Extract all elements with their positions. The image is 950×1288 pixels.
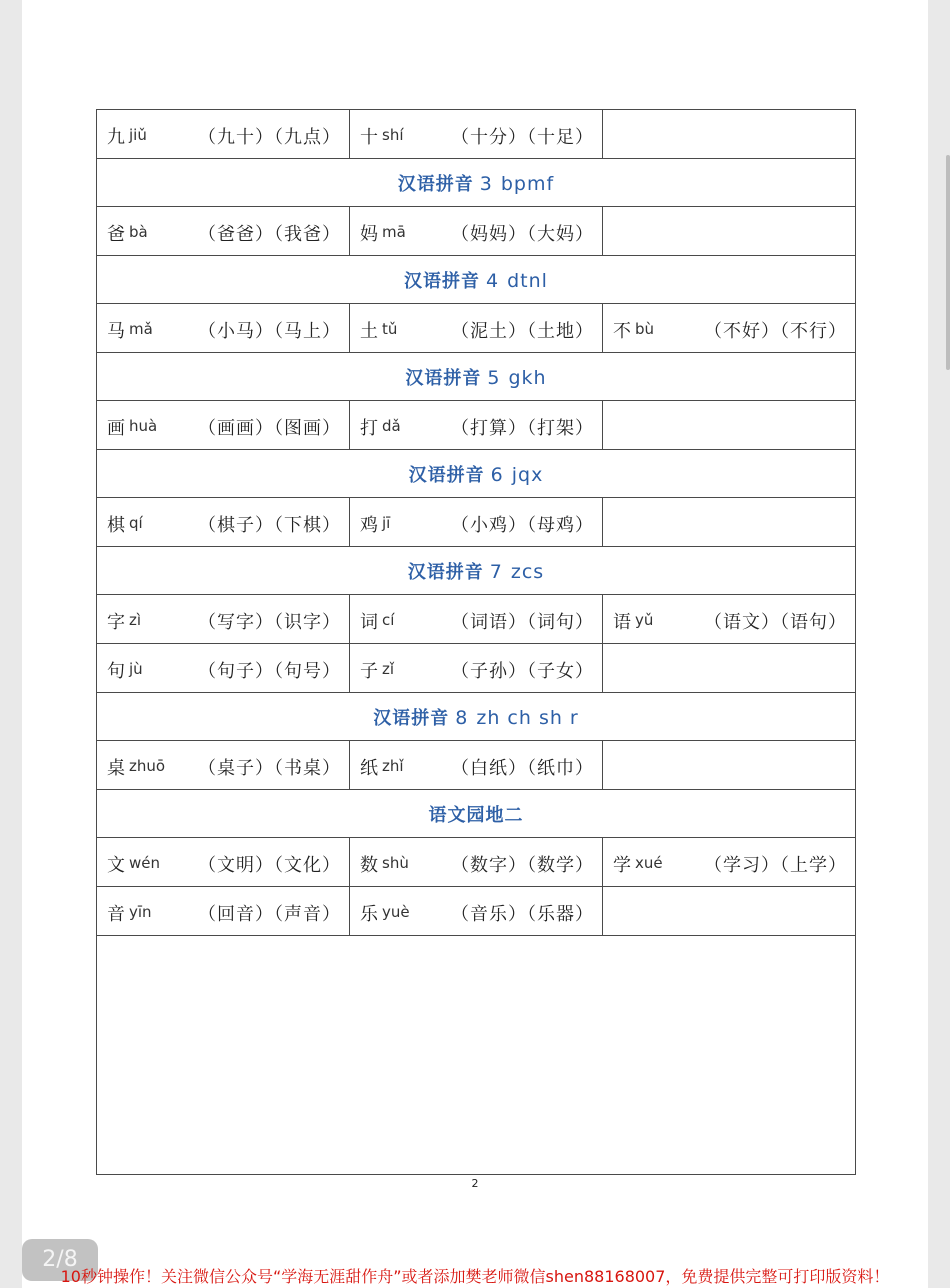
vocab-char: 画 — [107, 417, 125, 439]
vocab-pinyin: jī — [382, 513, 391, 532]
vocab-entry — [97, 499, 349, 546]
vocab-cell — [97, 887, 350, 936]
vocab-char: 打 — [360, 417, 378, 439]
section-title — [97, 450, 856, 498]
vocab-entry — [97, 839, 349, 886]
section-header-row — [97, 159, 856, 207]
section-header-row — [97, 790, 856, 838]
vocab-char: 十 — [360, 126, 378, 148]
vocab-cell — [97, 498, 350, 547]
vocab-cell — [603, 887, 856, 936]
vocab-pinyin: bà — [129, 222, 148, 241]
vocab-char: 语 — [613, 611, 631, 633]
vocab-pinyin: bù — [635, 319, 655, 338]
vocab-entry — [97, 305, 349, 352]
vocab-row — [97, 741, 856, 790]
section-number: 6 — [490, 463, 504, 486]
vocab-pinyin: shù — [382, 853, 409, 872]
vocab-pinyin: jù — [129, 659, 143, 678]
vocab-pinyin: mǎ — [129, 319, 153, 338]
vocab-pinyin: zhuō — [129, 756, 166, 775]
vocab-entry — [350, 596, 602, 643]
section-title — [97, 159, 856, 207]
vocab-row — [97, 304, 856, 353]
vocab-entry — [350, 645, 602, 692]
vocab-cell — [350, 401, 603, 450]
vocab-cell — [350, 110, 603, 159]
vocab-entry — [97, 111, 349, 158]
section-title — [97, 790, 856, 838]
vocab-words: （泥土）（土地） — [451, 320, 594, 342]
vocab-words: （句子）（句号） — [198, 660, 341, 682]
section-letters: jqx — [511, 463, 544, 486]
vocab-entry — [350, 402, 602, 449]
section-letters: zcs — [510, 560, 545, 583]
vocab-entry — [350, 499, 602, 546]
section-number: 3 — [479, 172, 493, 195]
vocab-row — [97, 401, 856, 450]
vocab-cell — [97, 838, 350, 887]
vocab-pinyin: tǔ — [382, 319, 398, 338]
vocab-cell — [603, 595, 856, 644]
vocab-pinyin: cí — [382, 610, 395, 629]
section-title-text: 汉语拼音 — [404, 270, 481, 292]
vocab-char: 数 — [360, 854, 378, 876]
vocab-char: 词 — [360, 611, 378, 633]
section-number: 8 — [455, 706, 469, 729]
vocab-char: 土 — [360, 320, 378, 342]
vocab-words: （回音）（声音） — [198, 903, 341, 925]
section-header-row — [97, 353, 856, 401]
section-letters: gkh — [508, 366, 547, 389]
vocab-cell — [603, 644, 856, 693]
vocab-char: 句 — [107, 660, 125, 682]
vocab-entry — [603, 305, 855, 352]
section-title — [97, 693, 856, 741]
vocab-entry — [350, 742, 602, 789]
vocab-words: （小马）（马上） — [198, 320, 341, 342]
section-title-text: 汉语拼音 — [408, 464, 485, 486]
vocab-pinyin: yǔ — [635, 610, 654, 629]
vocab-entry — [603, 596, 855, 643]
vocab-cell — [603, 304, 856, 353]
vocab-cell — [350, 498, 603, 547]
vocab-cell — [603, 110, 856, 159]
blank-area-row — [97, 936, 856, 1175]
vocab-words: （打算）（打架） — [451, 417, 594, 439]
vocab-cell — [97, 304, 350, 353]
section-header-row — [97, 693, 856, 741]
section-letters: zh ch sh r — [476, 706, 579, 729]
vocab-cell — [350, 304, 603, 353]
vocab-cell — [603, 741, 856, 790]
vocab-entry — [97, 645, 349, 692]
vocab-row — [97, 498, 856, 547]
vocab-cell — [97, 741, 350, 790]
vocab-cell — [350, 644, 603, 693]
section-title — [97, 353, 856, 401]
page-indicator: 2/8 — [22, 1239, 98, 1281]
vocab-entry — [97, 208, 349, 255]
vocab-words: （学习）（上学） — [704, 854, 847, 876]
vocab-char: 妈 — [360, 223, 378, 245]
vocab-words: （九十）（九点） — [198, 126, 341, 148]
section-number: 5 — [487, 366, 501, 389]
vocab-pinyin: zǐ — [382, 659, 395, 678]
section-title-text: 汉语拼音 — [373, 707, 450, 729]
vocab-cell — [97, 207, 350, 256]
vocab-entry — [350, 208, 602, 255]
scrollbar[interactable] — [946, 155, 950, 370]
vocab-pinyin: zì — [129, 610, 142, 629]
vocab-words: （写字）（识字） — [198, 611, 341, 633]
vocab-entry — [603, 839, 855, 886]
page-number: 2 — [471, 1177, 479, 1190]
vocab-words: （桌子）（书桌） — [198, 757, 341, 779]
vocab-entry — [350, 111, 602, 158]
vocab-pinyin: mā — [382, 222, 406, 241]
vocab-char: 文 — [107, 854, 125, 876]
vocab-cell — [350, 595, 603, 644]
vocab-row — [97, 887, 856, 936]
vocab-table — [96, 109, 856, 1175]
vocab-pinyin: huà — [129, 416, 158, 435]
vocab-words: （小鸡）（母鸡） — [451, 514, 594, 536]
vocab-char: 乐 — [360, 903, 378, 925]
vocab-row — [97, 838, 856, 887]
vocab-char: 棋 — [107, 514, 125, 536]
vocab-words: （画画）（图画） — [198, 417, 341, 439]
vocab-cell — [350, 887, 603, 936]
vocab-entry — [350, 305, 602, 352]
vocab-row — [97, 595, 856, 644]
vocab-cell — [603, 207, 856, 256]
vocab-words: （词语）（词句） — [451, 611, 594, 633]
vocab-char: 纸 — [360, 757, 378, 779]
section-number: 7 — [489, 560, 503, 583]
vocab-entry — [97, 596, 349, 643]
vocab-cell — [350, 838, 603, 887]
vocab-cell — [97, 595, 350, 644]
vocab-char: 音 — [107, 903, 125, 925]
vocab-cell — [603, 401, 856, 450]
vocab-words: （不好）（不行） — [704, 320, 847, 342]
vocab-char: 学 — [613, 854, 631, 876]
vocab-cell — [350, 741, 603, 790]
vocab-pinyin: shí — [382, 125, 404, 144]
vocab-pinyin: wén — [129, 853, 161, 872]
vocab-cell — [603, 498, 856, 547]
vocab-words: （语文）（语句） — [704, 611, 847, 633]
vocab-char: 字 — [107, 611, 125, 633]
vocab-words: （子孙）（子女） — [451, 660, 594, 682]
vocab-entry — [97, 888, 349, 935]
vocab-pinyin: jiǔ — [129, 125, 147, 144]
vocab-char: 不 — [613, 320, 631, 342]
section-title-text: 汉语拼音 — [397, 173, 474, 195]
vocab-words: （妈妈）（大妈） — [451, 223, 594, 245]
blank-area — [97, 936, 856, 1175]
section-number: 4 — [486, 269, 500, 292]
section-header-row — [97, 450, 856, 498]
vocab-words: （音乐）（乐器） — [451, 903, 594, 925]
vocab-words: （爸爸）（我爸） — [198, 223, 341, 245]
vocab-char: 鸡 — [360, 514, 378, 536]
vocab-pinyin: dǎ — [382, 416, 401, 435]
vocab-entry — [350, 839, 602, 886]
vocab-words: （十分）（十足） — [451, 126, 594, 148]
vocab-char: 九 — [107, 126, 125, 148]
vocab-cell — [350, 207, 603, 256]
vocab-row — [97, 644, 856, 693]
vocab-row — [97, 110, 856, 159]
vocab-char: 子 — [360, 660, 378, 682]
vocab-cell — [603, 838, 856, 887]
vocab-entry — [350, 888, 602, 935]
vocab-cell — [97, 401, 350, 450]
vocab-cell — [97, 644, 350, 693]
vocab-entry — [97, 742, 349, 789]
vocab-pinyin: yuè — [382, 902, 410, 921]
promo-banner: 10秒钟操作！关注微信公众号“学海无涯甜作舟”或者添加樊老师微信shen88168007，免费提供完整可打印版资料！ — [60, 1267, 890, 1286]
section-title — [97, 547, 856, 595]
vocab-char: 马 — [107, 320, 125, 342]
vocab-row — [97, 207, 856, 256]
vocab-words: （白纸）（纸巾） — [451, 757, 594, 779]
vocab-entry — [97, 402, 349, 449]
section-title — [97, 256, 856, 304]
vocab-char: 桌 — [107, 757, 125, 779]
vocab-words: （数字）（数学） — [451, 854, 594, 876]
section-title-text: 汉语拼音 — [405, 367, 482, 389]
vocab-words: （棋子）（下棋） — [198, 514, 341, 536]
vocab-char: 爸 — [107, 223, 125, 245]
vocab-words: （文明）（文化） — [198, 854, 341, 876]
section-letters: bpmf — [500, 172, 555, 195]
section-header-row — [97, 547, 856, 595]
vocab-pinyin: zhǐ — [382, 756, 404, 775]
section-letters: dtnl — [507, 269, 548, 292]
section-title-text: 语文园地二 — [428, 804, 524, 826]
section-title-text: 汉语拼音 — [407, 561, 484, 583]
vocab-pinyin: qí — [129, 513, 143, 532]
section-header-row — [97, 256, 856, 304]
vocab-cell — [97, 110, 350, 159]
vocab-pinyin: xué — [635, 853, 663, 872]
vocab-pinyin: yīn — [129, 902, 152, 921]
